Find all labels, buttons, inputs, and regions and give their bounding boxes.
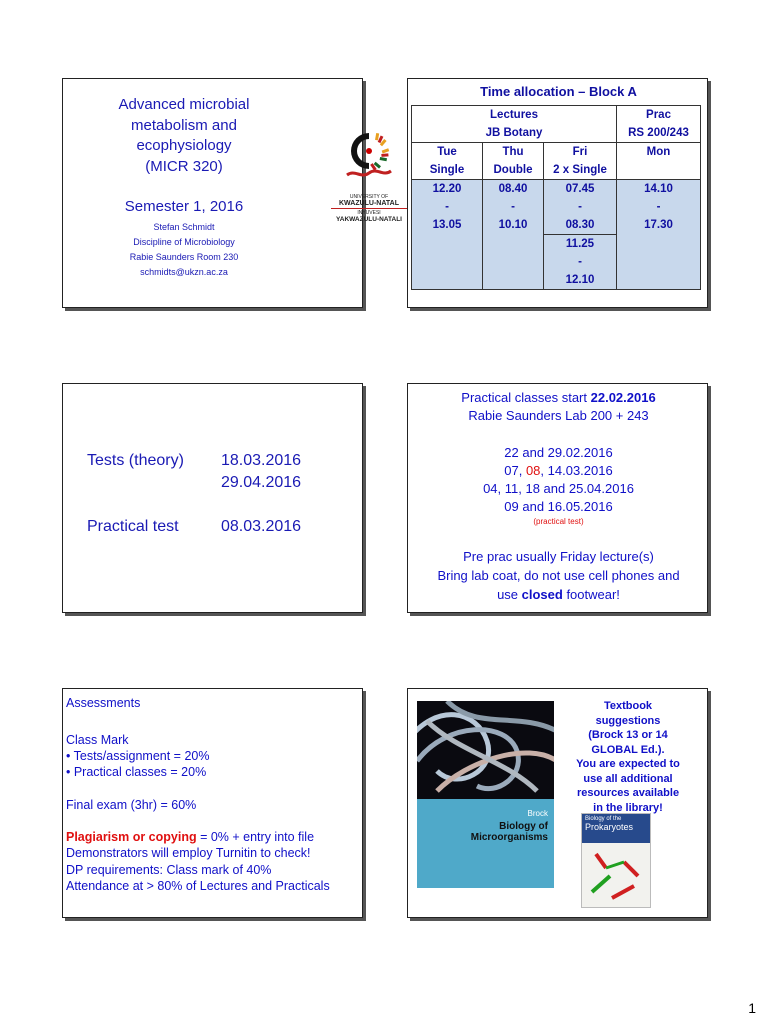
title-line-3: ecophysiology (136, 137, 232, 154)
slide-time-allocation (407, 78, 708, 308)
time-allocation-table (411, 105, 701, 290)
lectures-header: Lectures JB Botany (412, 106, 617, 143)
turnitin: Demonstrators will employ Turnitin to check! (66, 846, 311, 860)
book2-title: Biology of the Prokaryotes (582, 814, 650, 843)
slide-textbooks (407, 688, 708, 918)
prac-start: Practical classes start 22.02.2016 (461, 390, 656, 405)
brock-cover-band (417, 799, 554, 888)
prac-lab: Rabie Saunders Lab 200 + 243 (468, 408, 649, 423)
lab-coat: Bring lab coat, do not use cell phones and (437, 568, 680, 583)
prac-dates-4: 09 and 16.05.2016 (504, 499, 613, 514)
mon-time: 14.10 - 17.30 (617, 180, 701, 290)
slide-practical-classes (407, 383, 708, 613)
logo-text-1: UNIVERSITY OF (349, 194, 389, 200)
page-number: 1 (748, 1000, 756, 1016)
title-line-4: (MICR 320) (145, 157, 223, 175)
prac-test-note: (practical test) (533, 517, 584, 526)
attendance: Attendance at > 80% of Lectures and Practicals (66, 879, 330, 893)
assessments-heading: Assessments (66, 696, 141, 710)
prokaryotes-book-cover (581, 813, 651, 908)
fri-time-a: 07.45 - 08.30 (544, 180, 617, 235)
day-thu: Thu Double (483, 143, 544, 180)
slide-course-title (62, 78, 402, 308)
title-line-1: Advanced microbial (118, 96, 250, 113)
discipline: Discipline of Microbiology (133, 237, 235, 247)
book1-author: Brock (527, 809, 548, 818)
prac-dates-3: 04, 11, 18 and 25.04.2016 (483, 481, 634, 496)
course-title (79, 95, 289, 177)
day-tue: Tue Single (412, 143, 483, 180)
prac-header: Prac RS 200/243 (617, 106, 701, 143)
tests-label: Tests (theory) (87, 452, 184, 469)
day-mon: Mon (617, 143, 701, 180)
final-exam: Final exam (3hr) = 60% (66, 798, 197, 812)
practical-test-label: Practical test (87, 518, 179, 535)
day-fri: Fri 2 x Single (544, 143, 617, 180)
tests-date-1: 18.03.2016 (221, 452, 302, 469)
bacteria-drawing-icon (582, 846, 650, 906)
book1-title: Biology of Microorganisms (470, 821, 548, 843)
textbook-suggestions: Textbook suggestions (Brock 13 or 14 GLOBAL Ed.). You are expected to use all additional resources available in the library! (576, 700, 680, 814)
room: Rabie Saunders Room 230 (129, 252, 239, 262)
prac-dates-2: 07, 08, 14.03.2016 (504, 463, 613, 478)
pre-prac: Pre prac usually Friday lecture(s) (463, 549, 654, 564)
ukzn-crest-icon (325, 129, 413, 197)
plagiarism: Plagiarism or copying = 0% + entry into file (66, 830, 315, 844)
logo-text-3: INYUVESI (357, 210, 381, 216)
email: schmidts@ukzn.ac.za (140, 267, 228, 277)
class-mark: Class Mark (66, 733, 129, 747)
dp-requirements: DP requirements: Class mark of 40% (66, 863, 272, 877)
tests-date-2: 29.04.2016 (221, 474, 302, 491)
title-line-2: metabolism and (131, 116, 237, 134)
microorganism-image-icon (417, 701, 554, 799)
thu-time: 08.40 - 10.10 (483, 180, 544, 290)
assessment-item-2: • Practical classes = 20% (66, 765, 207, 779)
time-allocation-title: Time allocation – Block A (480, 84, 637, 99)
footwear: use closed footwear! (497, 587, 620, 602)
slide-tests (62, 383, 363, 613)
semester: Semester 1, 2016 (124, 198, 244, 215)
slide-assessments (62, 688, 363, 918)
logo-text-4: YAKWAZULU-NATALI (336, 216, 402, 223)
tue-time: 12.20 - 13.05 (412, 180, 483, 290)
ukzn-logo (325, 129, 413, 223)
author: Stefan Schmidt (153, 222, 215, 232)
assessment-item-1: • Tests/assignment = 20% (66, 749, 210, 763)
logo-text-2: KWAZULU-NATAL (338, 200, 399, 207)
practical-test-date: 08.03.2016 (221, 518, 302, 535)
fri-time-b: 11.25 - 12.10 (544, 235, 617, 290)
prac-dates-1: 22 and 29.02.2016 (504, 445, 613, 460)
brock-book-cover (417, 701, 554, 888)
